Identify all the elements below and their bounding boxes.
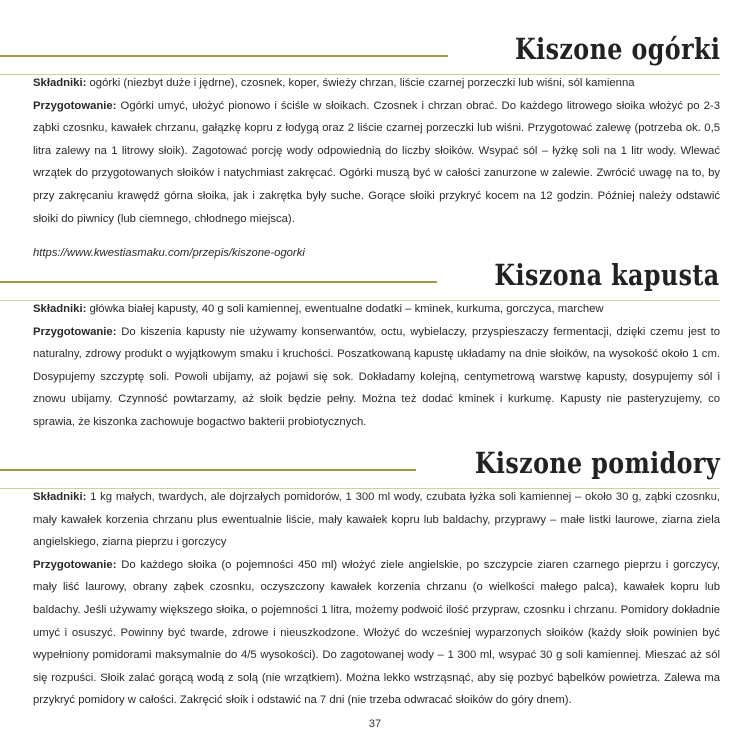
title-rule	[0, 281, 437, 283]
ingredients-text: 1 kg małych, twardych, ale dojrzałych pomidorów, 1 300 ml wody, czubata łyżka soli kamiennej – około 30 g, ząbki czosnku, mały kawałek korzenia chrzanu plus ewentualnie liście, mały kawałek kopru lub baldachy, przyprawy – małe listki laurowe, ziarna ziela angielskiego, ziarna pieprzu i gorczycy	[33, 491, 720, 549]
ingredients-paragraph	[33, 486, 720, 554]
recipe-body	[33, 486, 720, 712]
section-title: Kiszone ogórki	[514, 32, 720, 66]
preparation-paragraph	[33, 321, 720, 434]
ingredients-label: Składniki:	[33, 491, 87, 503]
preparation-paragraph	[33, 554, 720, 712]
preparation-label: Przygotowanie:	[33, 558, 117, 571]
section-kiszone-ogorki	[0, 32, 750, 260]
section-kiszona-kapusta	[0, 258, 750, 428]
preparation-label: Przygotowanie:	[33, 99, 117, 112]
ingredients-text: główka białej kapusty, 40 g soli kamiennej, ewentualne dodatki – kminek, kurkuma, gorczyca, marchew	[86, 303, 604, 315]
ingredients-paragraph	[33, 72, 720, 95]
ingredients-label: Składniki:	[33, 303, 87, 315]
ingredients-label: Składniki:	[33, 77, 87, 89]
ingredients-paragraph	[33, 298, 720, 321]
section-title: Kiszone pomidory	[474, 446, 720, 480]
preparation-text: Ogórki umyć, ułożyć pionowo i ściśle w słoikach. Czosnek i chrzan obrać. Do każdego litrowego słoika włożyć po 2-3 ząbki czosnku, kawałek chrzanu, gałązkę kopru z łodygą oraz 2 liście czarnej porzeczki lub wiśni. Przygotować zalewę (potrzeba ok. 0,5 litra zalewy na 1 litrowy słoik). Zagotować porcję wody odpowiednią do liczby słoików. Wsypać sól – łyżkę soli na 1 litr wody. Wlewać wrzątek do przygotowanych słoików i natychmiast zakręcać. Ogórki muszą być w całości zanurzone w zalewie. Zwrócić uwagę na to, by przy zakręcaniu krawędź górna słoika, jak i zakrętka były suche. Gorące słoiki przykryć kocem na 12 godzin. Później należy odstawić słoiki do piwnicy (lub ciemnego, chłodnego miejsca).	[33, 99, 720, 225]
page-number: 37	[368, 718, 382, 730]
recipe-body	[33, 72, 720, 265]
ingredients-text: ogórki (niezbyt duże i jędrne), czosnek, koper, świeży chrzan, liście czarnej porzeczki lub wiśni, sól kamienna	[86, 77, 635, 89]
title-rule	[0, 469, 416, 471]
preparation-label: Przygotowanie:	[33, 325, 117, 338]
preparation-text: Do kiszenia kapusty nie używamy konserwantów, octu, wybielaczy, przyspieszaczy fermentacji, dzięki czemu jest to naturalny, zdrowy produkt o wyjątkowym smaku i kruchości. Poszatkowaną kapustę układamy na dnie słoików, na wysokość około 1 cm. Dosypujemy szczyptę soli. Powoli ubijamy, aż pojawi się sok. Dokładamy kolejną, centymetrową warstwę kapusty, dosypujemy sól i znowu ubijamy. Czynność powtarzamy, aż słoik będzie pełny. Można też dodać kminek i kurkumę. Kapusty nie pasteryzujemy, co sprawia, że kiszonka zachowuje bogactwo bakterii probiotycznych.	[33, 325, 720, 428]
source-link[interactable]: https://www.kwestiasmaku.com/przepis/kiszone-ogorki	[33, 247, 305, 260]
section-title: Kiszona kapusta	[494, 258, 720, 292]
recipe-body	[33, 298, 720, 434]
preparation-text: Do każdego słoika (o pojemności 450 ml) włożyć ziele angielskie, po szczypcie ziaren czarnego pieprzu i gorczycy, mały liść laurowy, obrany ząbek czosnku, oczyszczony kawałek korzenia chrzanu (o wielkości małego palca), kawałek kopru lub baldachy. Jeśli używamy większego słoika, o pojemności 1 litra, możemy podwoić ilość przypraw, czosnku i chrzanu. Pomidory dokładnie umyć i osuszyć. Powinny być twarde, zdrowe i nieuszkodzone. Włożyć do wcześniej wyparzonych słoików (każdy słoik powinien być wypełniony pomidorami maksymalnie do 4/5 wysokości). Do zagotowanej wody – 1 300 ml, wsypać 30 g soli kamiennej. Mieszać aż sól się rozpuści. Słoik zalać gorącą wodą z solą (nie wrzątkiem). Można lekko wstrząsnąć, aby się pozbyć bąbelków powietrza. Zalewa ma przykryć pomidory w całości. Zakręcić słoik i odstawić na 7 dni (nie trzeba odwracać słoików do góry dnem).	[33, 558, 720, 707]
section-kiszone-pomidory	[0, 446, 750, 707]
preparation-paragraph	[33, 95, 720, 231]
title-rule	[0, 55, 448, 57]
